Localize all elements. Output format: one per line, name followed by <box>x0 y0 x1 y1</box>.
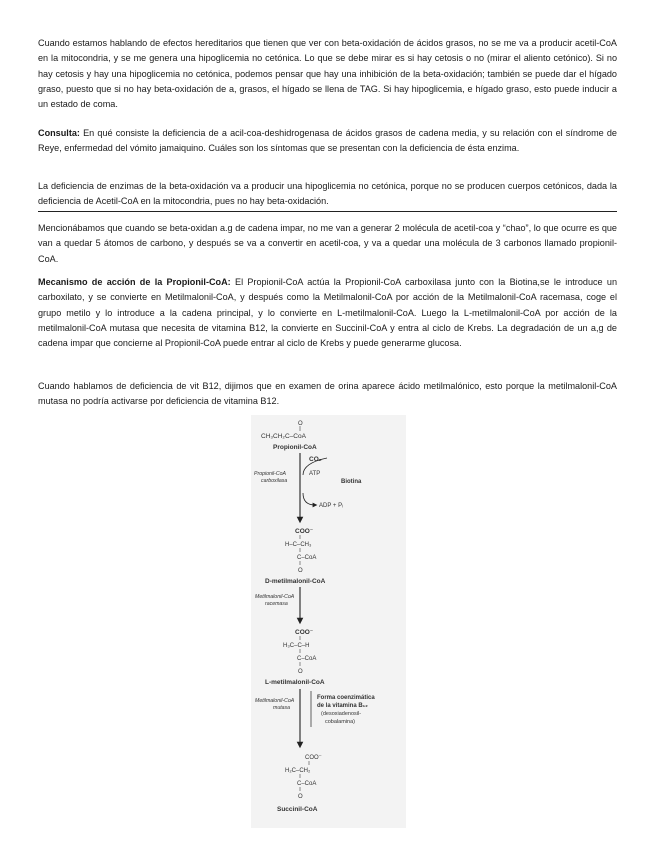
mechanism-text: El Propionil-CoA actúa la Propionil-CoA carboxilasa junto con la Biotina,se le introduce un carboxilato, y se convierte en Metilmalonil-CoA, y después como la Metilmalonil-CoA por acción de la Metilmalonil-CoA racemasa, coge el grupo metilo y lo introduce a la cadena principal, y lo convierte en L-metilmalonil-CoA. Luego la L-metilmalonil-CoA por acción de la metilmalonil-CoA mutasa que necesita de vitamina B12, la convierte en Succinil-CoA y entra al ciclo de Krebs. La degradación de un a,g de cadena impar que concierne al Propionil-CoA puede entrar al ciclo de Krebs y puede generarme glucosa. <box>38 277 617 349</box>
d-carbonyl-oxygen: O <box>298 568 303 574</box>
racemase-label-line1: Metilmalonil-CoA <box>255 594 295 600</box>
paragraph-b12-deficiency: Cuando hablamos de deficiencia de vit B12, dijimos que en examen de orina aparece ácido metilmalónico, esto porque la metilmalonil-CoA mutasa no podría activarse por deficiencia de vitamina B12. <box>38 381 617 407</box>
d-methylmalonyl-coa-name: D-metilmalonil-CoA <box>265 578 326 585</box>
carboxylase-label-line1: Propionil-CoA <box>254 471 287 477</box>
mutase-label-line2: mutasa <box>273 705 291 711</box>
succinyl-coa-name: Succinil-CoA <box>277 806 318 813</box>
atp-label: ATP <box>309 471 321 477</box>
s-carbonyl-oxygen: O <box>298 794 303 800</box>
propionyl-coa-formula: CH₃CH₂C–CoA <box>261 433 306 440</box>
co2-label: CO₂ <box>309 456 322 463</box>
b12-cofactor-line4: cobalamina) <box>325 719 355 725</box>
adp-pi-label: ADP + Pᵢ <box>319 503 344 509</box>
d-thioester: C–CoA <box>297 555 317 561</box>
consulta-label: Consulta: <box>38 128 80 138</box>
propionyl-carbonyl-oxygen: O <box>298 421 303 427</box>
racemase-label-line2: racemasa <box>265 601 288 607</box>
l-thioester: C–CoA <box>297 656 317 662</box>
l-carboxylate-label: COO⁻ <box>295 629 314 636</box>
b12-cofactor-line3: (desoxiadenosil- <box>321 711 362 717</box>
carboxylase-label-line2: carboxilasa <box>261 478 288 484</box>
b12-cofactor-line2: de la vitamina B₁₂ <box>317 703 368 709</box>
mechanism-label: Mecanismo de acción de la Propionil-CoA: <box>38 277 231 287</box>
paragraph-consulta <box>38 126 617 157</box>
d-carboxylate-label: COO⁻ <box>295 528 314 535</box>
b12-cofactor-line1: Forma coenzimática <box>317 695 375 701</box>
l-carbonyl-oxygen: O <box>298 669 303 675</box>
paragraph-hereditary-effects: Cuando estamos hablando de efectos hereditarios que tienen que ver con beta-oxidación de ácidos grasos, no se me va a producir acetil-CoA en la mitocondria, y se me genera una hipoglicemia no cetónica. Lo que se debe mirar es si hay cetosis o no (mirar el aliento cetónico). Si no hay cetosis y hay una hipoglicemia no cetónica, podemos pensar que hay una inhibición de la beta-oxidación; también se puede dar el hígado graso, puesto que si no hay beta-oxidación de a, grasos, el hígado se llena de TAG. Si hay hipoglicemia, e hígado graso, esto puede inducir a un estado de coma. <box>38 38 617 110</box>
propionyl-coa-name: Propionil-CoA <box>273 444 317 451</box>
s-carboxylate-label: COO⁻ <box>305 755 322 761</box>
paragraph-mechanism <box>38 275 617 351</box>
l-chiral-center: H₃C–C–H <box>283 643 310 649</box>
mutase-label-line1: Metilmalonil-CoA <box>255 698 295 704</box>
section-divider <box>38 211 617 212</box>
d-chiral-center: H–C–CH₃ <box>285 542 312 548</box>
propionyl-coa-pathway-figure <box>251 415 406 828</box>
l-methylmalonyl-coa-name: L-metilmalonil-CoA <box>265 679 325 686</box>
paragraph-enzyme-deficiency: La deficiencia de enzimas de la beta-oxidación va a producir una hipoglicemia no cetónica, porque no se producen cuerpos cetónicos, dada la deficiencia de Acetil-CoA en la mitocondria, pues no hay beta-oxidación. <box>38 181 617 207</box>
consulta-text: En qué consiste la deficiencia de a acil-coa-deshidrogenasa de ácidos grasos de cadena media, y su relación con el síndrome de Reye, enfermedad del vómito jamaiquino. Cuáles son los síntomas que se presentan con la deficiencia de ésta enzima. <box>38 128 617 154</box>
biotin-label: Biotina <box>341 479 362 485</box>
paragraph-odd-chain: Mencionábamos que cuando se beta-oxidan a.g de cadena impar, no me van a generar 2 molécula de acetil-coa y “chao”, lo que ocurre es que van a quedar 5 átomos de carbono, y después se va a convertir en acetil-coa, y va a quedar una molécula de 3 carbonos llamado propionil-CoA. <box>38 223 617 264</box>
s-thioester: C–CoA <box>297 781 317 787</box>
pathway-diagram <box>251 415 406 828</box>
s-methylene-chain: H₂C–CH₂ <box>285 768 311 774</box>
